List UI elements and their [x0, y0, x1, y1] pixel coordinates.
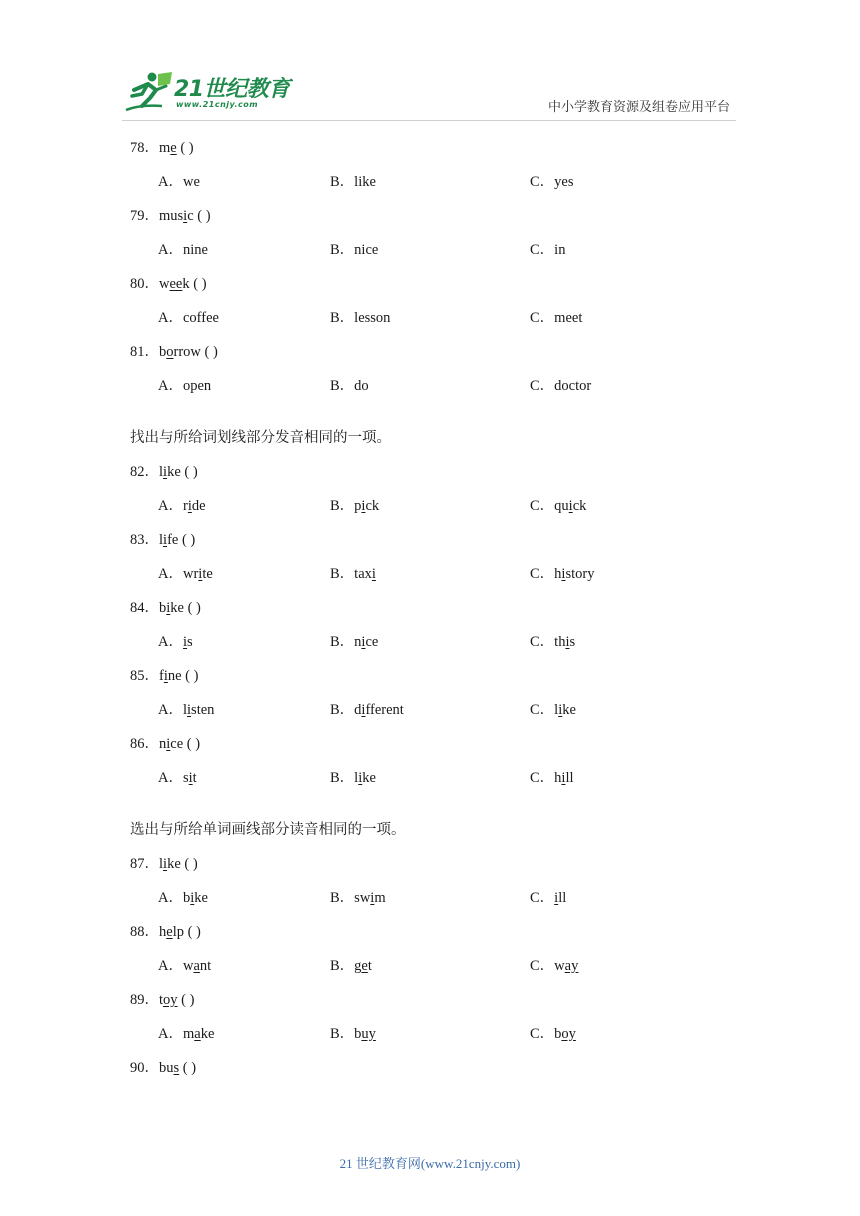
option-word-text: d	[354, 702, 362, 718]
option-label: A．	[158, 498, 183, 514]
question-word-text-end: ke ( )	[167, 464, 198, 480]
question-word-text: mus	[159, 208, 184, 224]
option-word-text: n	[354, 634, 362, 650]
question-word-text: l	[159, 532, 164, 548]
question-number: 84．	[130, 600, 159, 616]
option-label: A．	[158, 702, 183, 718]
question-number: 85．	[130, 668, 159, 684]
option-word-text: th	[554, 634, 566, 650]
option-word-underlined: i	[187, 702, 192, 718]
option-b[interactable]	[330, 632, 378, 652]
question-stem	[130, 342, 750, 376]
option-word-text: l	[182, 702, 188, 718]
option-word-text: doctor	[554, 378, 592, 394]
option-label: B．	[330, 890, 355, 906]
option-row	[130, 632, 750, 666]
option-word-text: sw	[354, 890, 371, 906]
question-word-text: b	[159, 600, 167, 616]
option-b[interactable]	[330, 1024, 376, 1044]
option-label: B．	[330, 174, 355, 190]
question-word-underlined: i	[166, 736, 171, 752]
option-word-text-end: ke	[362, 770, 376, 786]
option-c[interactable]	[530, 632, 575, 652]
option-word-text: g	[354, 958, 362, 974]
option-label: A．	[158, 1026, 183, 1042]
option-a[interactable]	[158, 768, 197, 788]
question-stem	[130, 462, 750, 496]
option-word-underlined: i	[187, 498, 192, 514]
option-label: B．	[330, 634, 355, 650]
option-a[interactable]	[158, 240, 208, 260]
option-word-underlined: i	[370, 890, 375, 906]
option-word-underlined: e	[361, 958, 368, 974]
question-word-text: w	[159, 276, 170, 292]
option-word-text: nine	[182, 242, 208, 258]
question-word-text: bu	[159, 1060, 174, 1076]
question-number: 83．	[130, 532, 159, 548]
option-c[interactable]	[530, 172, 574, 192]
option-word-text: m	[182, 1026, 195, 1042]
option-label: A．	[158, 770, 183, 786]
option-word-underlined: i	[188, 770, 193, 786]
option-word-underlined: a	[193, 958, 200, 974]
option-word-underlined: i	[182, 634, 188, 650]
option-word-text: coffee	[182, 310, 219, 326]
option-row	[130, 1024, 750, 1058]
question-word-underlined: i	[166, 600, 171, 616]
page-header	[0, 0, 860, 125]
question-word-text: l	[159, 856, 164, 872]
question-word-text: n	[159, 736, 167, 752]
option-word-text-end: ll	[565, 770, 574, 786]
option-word-text: l	[354, 770, 359, 786]
option-word-text: like	[354, 174, 376, 190]
option-row	[130, 308, 750, 342]
option-row	[130, 376, 750, 410]
option-word-text-end: s	[569, 634, 576, 650]
option-row	[130, 240, 750, 274]
option-word-text: qu	[554, 498, 569, 514]
question-word-underlined: i	[163, 856, 168, 872]
option-word-text-end: sten	[191, 702, 215, 718]
option-word-underlined: i	[554, 890, 559, 906]
option-b[interactable]	[330, 956, 372, 976]
option-word-text-end: te	[202, 566, 213, 582]
option-row	[130, 888, 750, 922]
option-label: B．	[330, 310, 355, 326]
question-stem	[130, 1058, 750, 1092]
option-word-text-end: ke	[200, 1026, 215, 1042]
question-number: 87．	[130, 856, 159, 872]
option-c[interactable]	[530, 240, 565, 260]
question-number: 90．	[130, 1060, 159, 1076]
question-stem	[130, 138, 750, 172]
option-word-underlined: i	[361, 702, 366, 718]
option-word-underlined: i	[190, 890, 195, 906]
option-word-text-end: ll	[558, 890, 567, 906]
option-word-text: w	[554, 958, 565, 974]
question-stem	[130, 598, 750, 632]
option-word-text: w	[182, 958, 194, 974]
option-label: A．	[158, 378, 183, 394]
header-divider	[122, 120, 736, 121]
option-word-text: b	[554, 1026, 562, 1042]
logo-url: www.21cnjy.com	[176, 100, 259, 109]
option-row	[130, 496, 750, 530]
question-word-underlined: i	[163, 464, 168, 480]
option-word-text-end: t	[192, 770, 197, 786]
option-label: B．	[330, 242, 355, 258]
option-word-text: nice	[354, 242, 379, 258]
option-a[interactable]	[158, 564, 213, 584]
option-word-underlined: i	[568, 498, 573, 514]
page-footer: 21 世纪教育网(www.21cnjy.com)	[339, 1156, 521, 1171]
option-label: A．	[158, 174, 183, 190]
option-a[interactable]	[158, 308, 219, 328]
option-label: C．	[530, 242, 555, 258]
option-label: C．	[530, 890, 555, 906]
option-word-text-end: ce	[365, 634, 379, 650]
option-a[interactable]	[158, 700, 214, 720]
option-word-underlined: i	[558, 702, 563, 718]
option-word-underlined: a	[194, 1026, 201, 1042]
option-word-text: b	[182, 890, 191, 906]
option-c[interactable]	[530, 768, 574, 788]
question-word-underlined: i	[163, 668, 168, 684]
option-word-text: meet	[554, 310, 583, 326]
option-word-text-end: story	[565, 566, 595, 582]
option-c[interactable]	[530, 700, 576, 720]
option-label: A．	[158, 634, 183, 650]
question-word-text: f	[159, 668, 164, 684]
option-label: B．	[330, 702, 355, 718]
question-stem	[130, 990, 750, 1024]
option-word-underlined: i	[561, 566, 566, 582]
option-c[interactable]	[530, 376, 591, 396]
option-word-text: we	[182, 174, 200, 190]
question-number: 79．	[130, 208, 159, 224]
option-word-text: do	[354, 378, 369, 394]
option-word-text: tax	[354, 566, 372, 582]
question-word-underlined: o	[166, 344, 174, 360]
option-word-text: in	[554, 242, 566, 258]
option-word-text-end: t	[367, 958, 372, 974]
question-word-text: m	[159, 140, 171, 156]
option-row	[130, 564, 750, 598]
option-word-text-end: ke	[562, 702, 576, 718]
option-word-text-end: m	[374, 890, 386, 906]
option-word-underlined: i	[361, 498, 366, 514]
option-word-text: s	[182, 770, 189, 786]
option-a[interactable]	[158, 1024, 214, 1044]
option-word-text: r	[182, 498, 188, 514]
section-instruction: 找出与所给词划线部分发音相同的一项。	[130, 430, 391, 446]
question-word-text-end: ( )	[176, 140, 194, 156]
option-label: C．	[530, 566, 555, 582]
option-word-underlined: i	[561, 770, 566, 786]
question-word-underlined: e	[166, 924, 173, 940]
option-word-underlined: i	[358, 770, 363, 786]
option-word-text: p	[354, 498, 362, 514]
option-word-underlined: ay	[564, 958, 579, 974]
option-label: A．	[158, 566, 183, 582]
question-word-text: b	[159, 344, 167, 360]
question-word-text-end: ke ( )	[167, 856, 198, 872]
option-label: C．	[530, 634, 555, 650]
option-row	[130, 172, 750, 206]
option-c[interactable]	[530, 1024, 576, 1044]
question-word-text-end: ( )	[179, 1060, 197, 1076]
option-word-text-end: ke	[194, 890, 208, 906]
question-word-text-end: ne ( )	[167, 668, 199, 684]
question-word-text-end: ce ( )	[170, 736, 201, 752]
option-word-underlined: uy	[361, 1026, 376, 1042]
option-label: B．	[330, 1026, 355, 1042]
option-label: A．	[158, 890, 183, 906]
question-list	[130, 138, 750, 1092]
option-word-text-end: ck	[365, 498, 380, 514]
question-word-underlined: i	[183, 208, 188, 224]
option-label: C．	[530, 498, 555, 514]
option-label: B．	[330, 378, 355, 394]
option-word-underlined: i	[198, 566, 203, 582]
option-label: B．	[330, 498, 355, 514]
question-word-text-end: fe ( )	[167, 532, 196, 548]
question-word-text-end: lp ( )	[172, 924, 201, 940]
question-number: 82．	[130, 464, 159, 480]
option-word-underlined: i	[565, 634, 570, 650]
question-stem	[130, 666, 750, 700]
question-number: 89．	[130, 992, 159, 1008]
option-c[interactable]	[530, 496, 586, 516]
question-stem	[130, 922, 750, 956]
option-b[interactable]	[330, 376, 369, 396]
site-logo	[122, 70, 292, 116]
option-word-text: b	[354, 1026, 362, 1042]
option-label: C．	[530, 770, 555, 786]
question-word-text: l	[159, 464, 164, 480]
question-word-underlined: oy	[163, 992, 178, 1008]
option-word-text: wr	[182, 566, 199, 582]
option-a[interactable]	[158, 376, 211, 396]
runner-logo-icon	[122, 70, 174, 114]
option-a[interactable]	[158, 632, 193, 652]
option-label: A．	[158, 958, 183, 974]
option-label: C．	[530, 1026, 555, 1042]
question-number: 81．	[130, 344, 159, 360]
option-label: B．	[330, 566, 355, 582]
question-stem	[130, 734, 750, 768]
question-word-text: h	[159, 924, 167, 940]
option-row	[130, 700, 750, 734]
option-word-text-end: ck	[572, 498, 587, 514]
option-word-text-end: fferent	[365, 702, 404, 718]
option-word-text-end: nt	[199, 958, 212, 974]
option-word-underlined: oy	[561, 1026, 576, 1042]
option-label: C．	[530, 174, 555, 190]
question-word-underlined: i	[163, 532, 168, 548]
option-word-text: yes	[554, 174, 574, 190]
option-label: C．	[530, 958, 555, 974]
option-label: C．	[530, 702, 555, 718]
question-stem	[130, 206, 750, 240]
option-c[interactable]	[530, 956, 578, 976]
option-c[interactable]	[530, 564, 594, 584]
option-word-text: open	[182, 378, 212, 394]
option-word-text-end: s	[187, 634, 193, 650]
question-word-text-end: c ( )	[187, 208, 211, 224]
section-instruction: 选出与所给单词画线部分读音相同的一项。	[130, 822, 406, 838]
option-c[interactable]	[530, 888, 566, 908]
option-a[interactable]	[158, 888, 208, 908]
question-number: 80．	[130, 276, 159, 292]
option-b[interactable]	[330, 888, 386, 908]
option-word-text: l	[554, 702, 559, 718]
option-label: A．	[158, 242, 183, 258]
option-word-text: h	[554, 566, 562, 582]
option-label: B．	[330, 958, 355, 974]
option-row	[130, 768, 750, 802]
question-stem	[130, 854, 750, 888]
platform-name: 中小学教育资源及组卷应用平台	[547, 99, 730, 114]
option-word-underlined: i	[371, 566, 376, 582]
option-b[interactable]	[330, 768, 376, 788]
option-b[interactable]	[330, 564, 376, 584]
option-label: C．	[530, 378, 555, 394]
option-b[interactable]	[330, 172, 376, 192]
option-b[interactable]	[330, 308, 390, 328]
question-number: 78．	[130, 140, 159, 156]
question-stem	[130, 274, 750, 308]
question-word-underlined: s	[173, 1060, 180, 1076]
question-word-text-end: k ( )	[182, 276, 207, 292]
option-b[interactable]	[330, 700, 404, 720]
question-word-text-end: ke ( )	[170, 600, 201, 616]
option-a[interactable]	[158, 496, 206, 516]
question-number: 86．	[130, 736, 159, 752]
option-a[interactable]	[158, 956, 211, 976]
option-word-text: h	[554, 770, 562, 786]
option-label: A．	[158, 310, 183, 326]
option-word-text-end: de	[191, 498, 206, 514]
option-row	[130, 956, 750, 990]
option-label: C．	[530, 310, 555, 326]
question-word-text: t	[159, 992, 164, 1008]
question-number: 88．	[130, 924, 159, 940]
option-word-text: lesson	[354, 310, 391, 326]
question-word-text-end: rrow ( )	[173, 344, 218, 360]
logo-text: 21世纪教育	[174, 77, 290, 102]
question-stem	[130, 530, 750, 564]
option-b[interactable]	[330, 240, 378, 260]
question-word-underlined: ee	[169, 276, 183, 292]
option-word-underlined: i	[361, 634, 366, 650]
option-a[interactable]	[158, 172, 200, 192]
option-c[interactable]	[530, 308, 582, 328]
option-label: B．	[330, 770, 355, 786]
question-word-text-end: ( )	[177, 992, 195, 1008]
question-word-underlined: e	[170, 140, 177, 156]
option-b[interactable]	[330, 496, 379, 516]
